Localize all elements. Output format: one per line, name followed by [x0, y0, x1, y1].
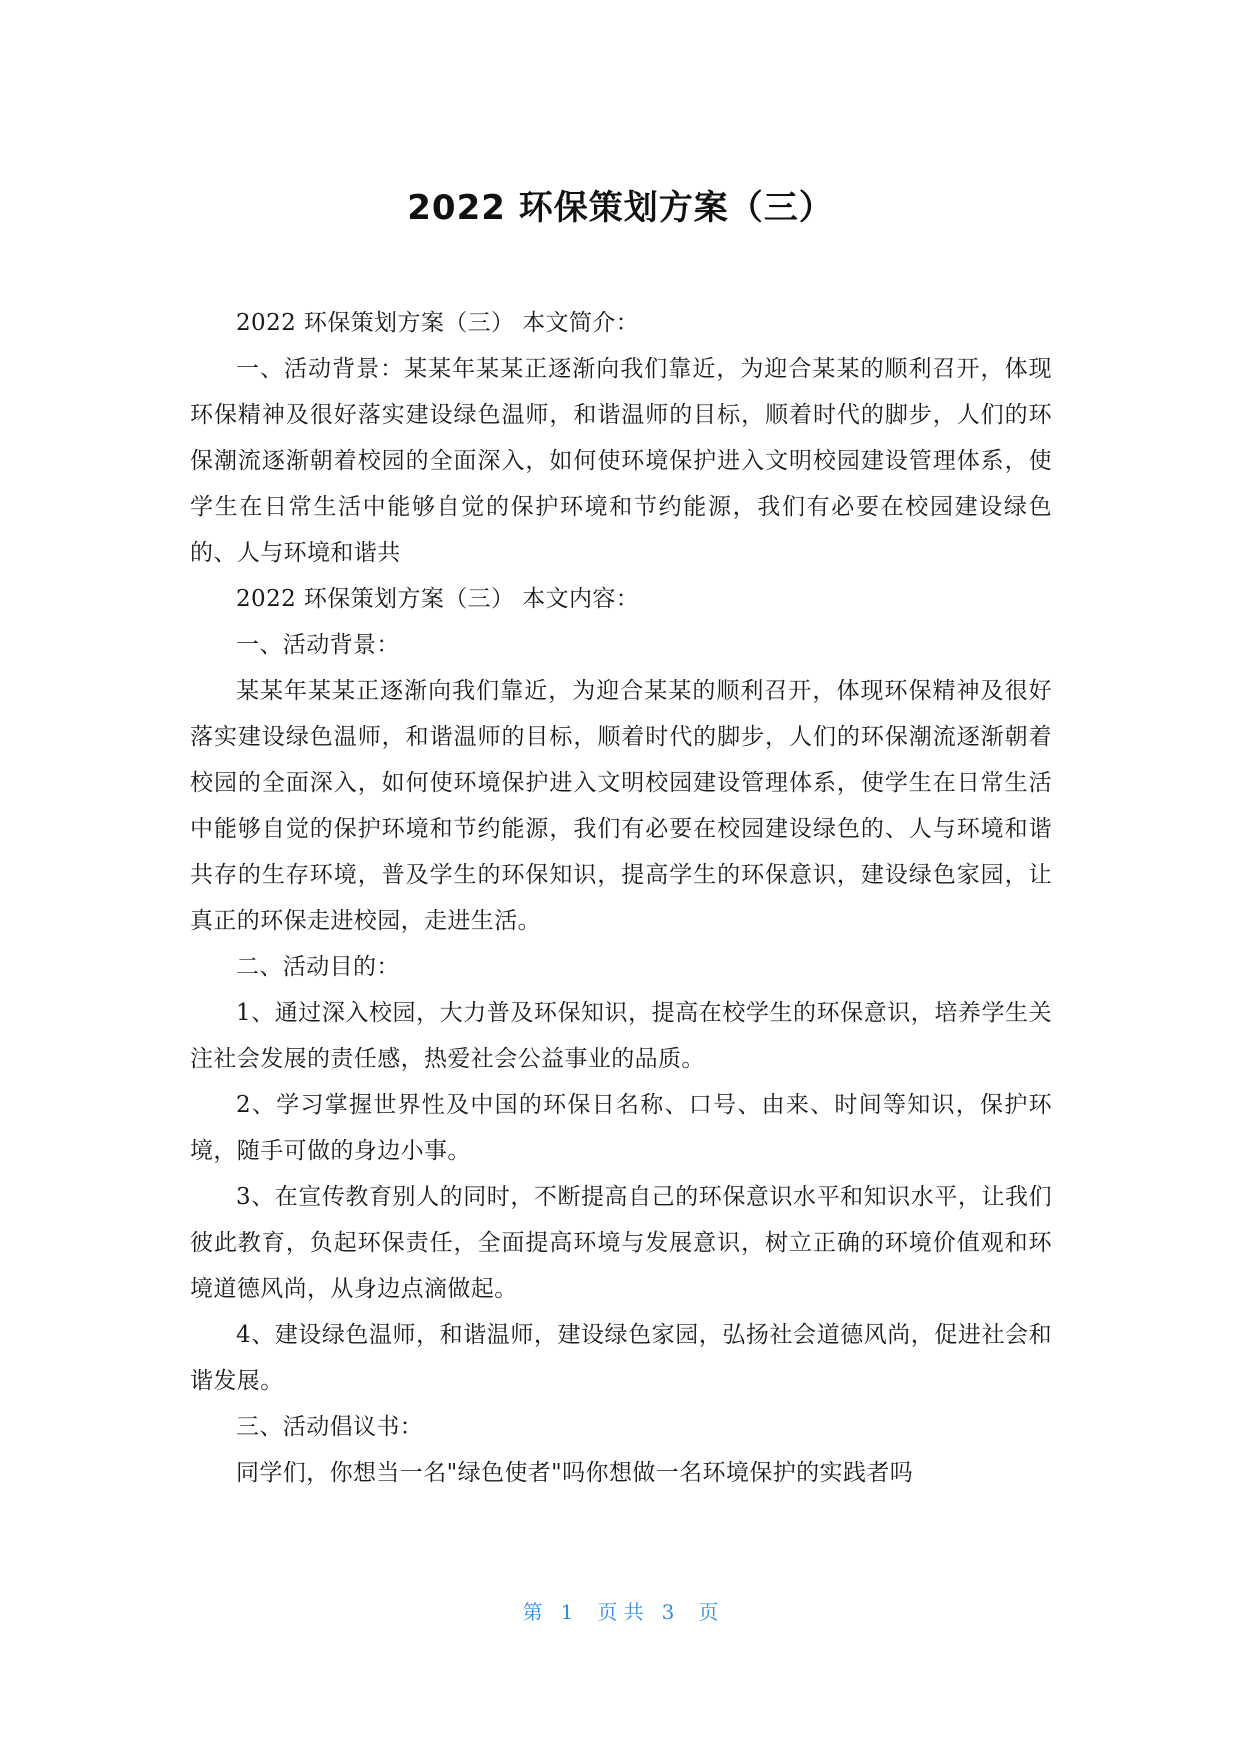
page-footer — [0, 1598, 1241, 1626]
paragraph: 三、活动倡议书： — [236, 1414, 424, 1440]
paragraph: 一、活动背景：某某年某某正逐渐向我们靠近，为迎合某某的顺利召开，体现环保精神及很好落实建设绿色温师，和谐温师的目标，顺着时代的脚步，人们的环保潮流逐渐朝着校园的全面深入，如何使环境保护进入文明校园建设管理体系，使学生在日常生活中能够自觉的保护环境和节约能源，我们有必要在校园建设绿色的、人与环境和谐共 — [190, 356, 1052, 566]
paragraph: 3、在宣传教育别人的同时，不断提高自己的环保意识水平和知识水平，让我们彼此教育，负起环保责任，全面提高环境与发展意识，树立正确的环境价值观和环境道德风尚，从身边点滴做起。 — [190, 1184, 1052, 1302]
document-body — [190, 300, 1052, 1496]
paragraph: 一、活动背景： — [236, 632, 400, 658]
footer-prefix: 第 — [522, 1600, 543, 1624]
footer-middle: 页 共 — [597, 1600, 644, 1624]
paragraph: 1、通过深入校园，大力普及环保知识，提高在校学生的环保意识，培养学生关注社会发展的责任感，热爱社会公益事业的品质。 — [190, 1000, 1052, 1072]
paragraph: 2022 环保策划方案（三） 本文内容： — [236, 586, 640, 612]
document-title: 2022 环保策划方案（三） — [407, 188, 834, 228]
footer-total-pages: 3 — [661, 1600, 675, 1624]
paragraph: 2、学习掌握世界性及中国的环保日名称、口号、由来、时间等知识，保护环境，随手可做的身边小事。 — [190, 1092, 1052, 1164]
paragraph: 某某年某某正逐渐向我们靠近，为迎合某某的顺利召开，体现环保精神及很好落实建设绿色温师，和谐温师的目标，顺着时代的脚步，人们的环保潮流逐渐朝着校园的全面深入，如何使环境保护进入文明校园建设管理体系，使学生在日常生活中能够自觉的保护环境和节约能源，我们有必要在校园建设绿色的、人与环境和谐共存的生存环境，普及学生的环保知识，提高学生的环保意识，建设绿色家园，让真正的环保走进校园，走进生活。 — [190, 678, 1052, 934]
paragraph: 同学们，你想当一名"绿色使者"吗你想做一名环境保护的实践者吗 — [236, 1460, 914, 1486]
paragraph: 2022 环保策划方案（三） 本文简介： — [236, 310, 640, 336]
paragraph: 4、建设绿色温师，和谐温师，建设绿色家园，弘扬社会道德风尚，促进社会和谐发展。 — [190, 1322, 1052, 1394]
footer-current-page: 1 — [560, 1600, 574, 1624]
paragraph: 二、活动目的： — [236, 954, 400, 980]
footer-suffix: 页 — [698, 1600, 719, 1624]
